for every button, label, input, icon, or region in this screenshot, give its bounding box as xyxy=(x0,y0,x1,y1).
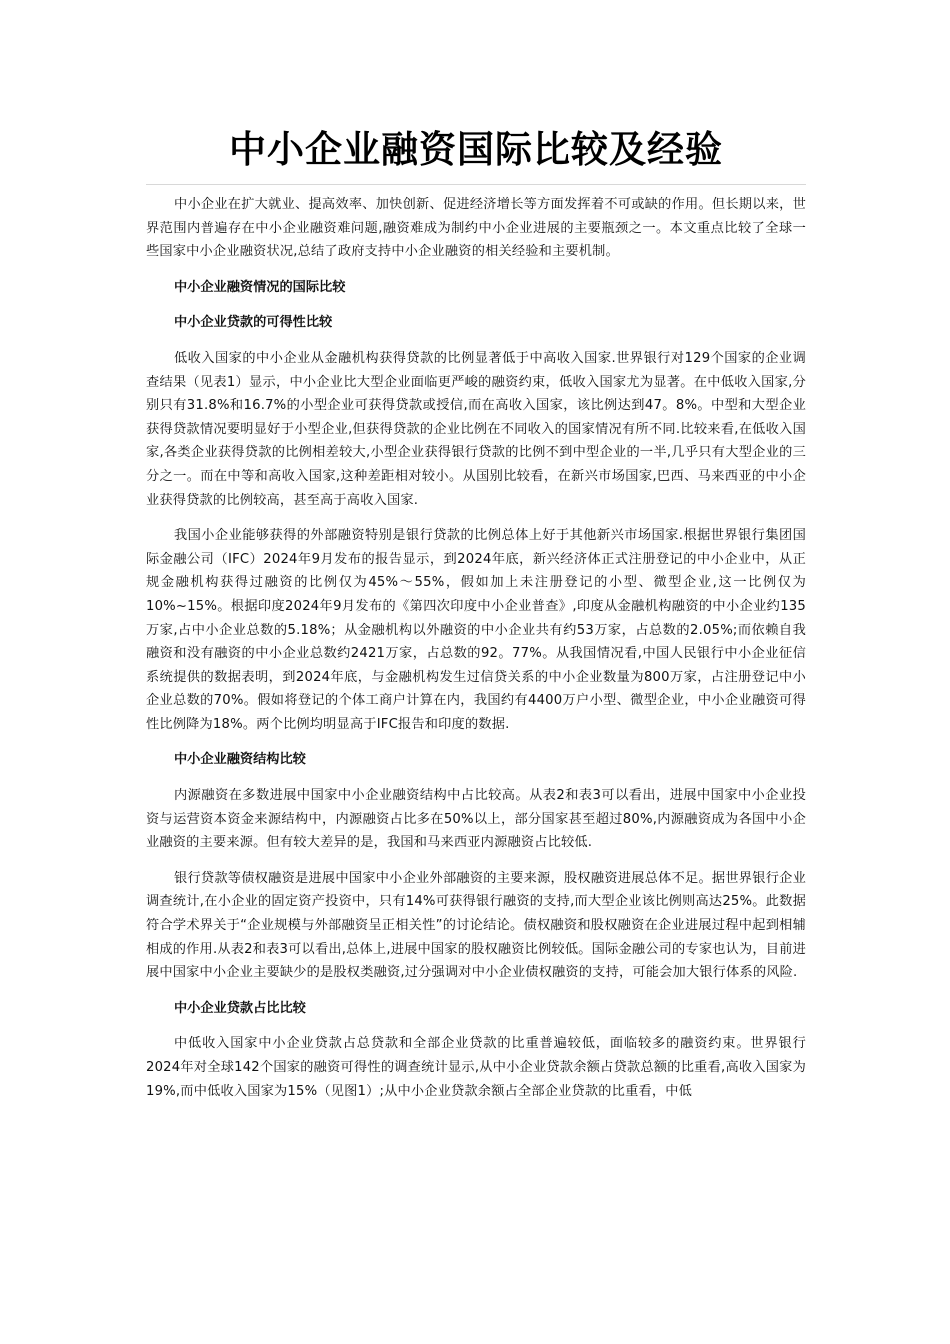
document-title: 中小企业融资国际比较及经验 xyxy=(229,128,723,171)
section-heading: 中小企业融资情况的国际比较 xyxy=(174,279,346,295)
subsection-heading: 中小企业融资结构比较 xyxy=(174,752,306,768)
body-paragraph: 我国小企业能够获得的外部融资特别是银行贷款的比例总体上好于其他新兴市场国家.根据世界银行集团国际金融公司（IFC）2024年9月发布的报告显示，到2024年底，新兴经济体正式注册登记的中小企业中，从正规金融机构获得过融资的比例仅为45%～55%，假如加上未注册登记的小型、微型企业,这一比例仅为10%~15%。根据印度2024年9月发布的《第四次印度中小企业普查》,印度从金融机构融资的中小企业约135万家,占中小企业总数的5.18%；从金融机构以外融资的中小企业共有约53万家，占总数的2.05%;而依赖自我融资和没有融资的中小企业总数约2421万家，占总数的92。77%。从我国情况看,中国人民银行中小企业征信系统提供的数据表明，到2024年底，与金融机构发生过信贷关系的中小企业数量为800万家，占注册登记中小企业总数的70%。假如将登记的个体工商户计算在内，我国约有4400万户小型、微型企业，中小企业融资可得性比例降为18%。两个比例均明显高于IFC报告和印度的数据. xyxy=(146,528,806,732)
body-paragraph: 银行贷款等债权融资是进展中国家中小企业外部融资的主要来源，股权融资进展总体不足。据世界银行企业调查统计,在小企业的固定资产投资中，只有14%可获得银行融资的支持,而大型企业该比例则高达25%。此数据符合学术界关于“企业规模与外部融资呈正相关性”的讨论结论。债权融资和股权融资在企业进展过程中起到相辅相成的作用.从表2和表3可以看出,总体上,进展中国家的股权融资比例较低。国际金融公司的专家也认为，目前进展中国家中小企业主要缺少的是股权类融资,过分强调对中小企业债权融资的支持，可能会加大银行体系的风险. xyxy=(146,870,806,981)
subsection-heading: 中小企业贷款的可得性比较 xyxy=(174,315,333,331)
intro-paragraph: 中小企业在扩大就业、提高效率、加快创新、促进经济增长等方面发挥着不可或缺的作用。但长期以来，世界范围内普遍存在中小企业融资难问题,融资难成为制约中小企业进展的主要瓶颈之一。本文重点比较了全球一些国家中小企业融资状况,总结了政府支持中小企业融资的相关经验和主要机制。 xyxy=(146,197,806,260)
document-page xyxy=(146,118,806,1115)
title-divider xyxy=(146,184,806,185)
body-paragraph: 中低收入国家中小企业贷款占总贷款和全部企业贷款的比重普遍较低，面临较多的融资约束。世界银行2024年对全球142个国家的融资可得性的调查统计显示,从中小企业贷款余额占贷款总额的比重看,高收入国家为19%,而中低收入国家为15%（见图1）;从中小企业贷款余额占全部企业贷款的比重看，中低 xyxy=(146,1036,806,1099)
body-paragraph: 低收入国家的中小企业从金融机构获得贷款的比例显著低于中高收入国家.世界银行对129个国家的企业调查结果（见表1）显示，中小企业比大型企业面临更严峻的融资约束，低收入国家尤为显著。在中低收入国家,分别只有31.8%和16.7%的小型企业可获得贷款或授信,而在高收入国家，该比例达到47。8%。中型和大型企业获得贷款情况要明显好于小型企业,但获得贷款的企业比例在不同收入的国家情况有所不同.比较来看,在低收入国家,各类企业获得贷款的比例相差较大,小型企业获得银行贷款的比例不到中型企业的一半,几乎只有大型企业的三分之一。而在中等和高收入国家,这种差距相对较小。从国别比较看，在新兴市场国家,巴西、马来西亚的中小企业获得贷款的比例较高，甚至高于高收入国家. xyxy=(146,350,806,508)
body-paragraph: 内源融资在多数进展中国家中小企业融资结构中占比较高。从表2和表3可以看出，进展中国家中小企业投资与运营资本资金来源结构中，内源融资占比多在50%以上，部分国家甚至超过80%,内源融资成为各国中小企业融资的主要来源。但有较大差异的是，我国和马来西亚内源融资占比较低. xyxy=(146,788,806,851)
subsection-heading: 中小企业贷款占比比较 xyxy=(174,1000,306,1016)
